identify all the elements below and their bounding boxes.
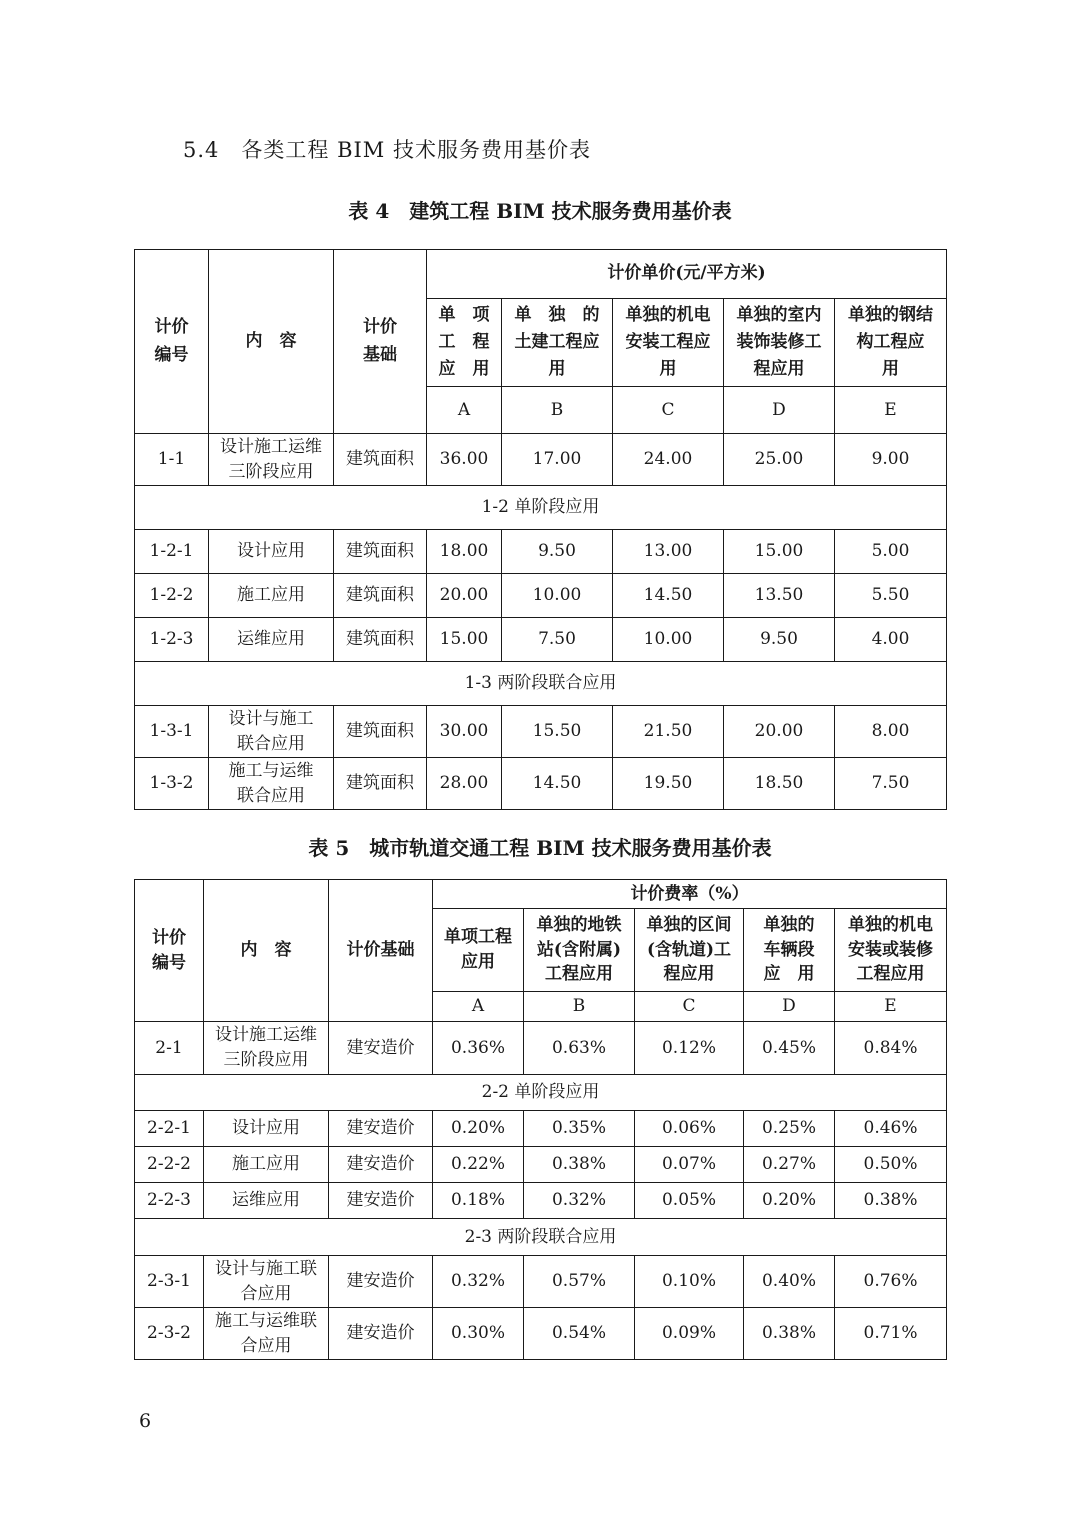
- row-code: 1-3-1: [135, 706, 209, 758]
- section-label: 2-2 单阶段应用: [135, 1075, 947, 1111]
- header-unit-price-group: 计价单价(元/平方米): [427, 250, 947, 299]
- row-content: 施工应用: [204, 1147, 329, 1183]
- value-c: 10.00: [613, 618, 724, 662]
- section-row: [135, 1075, 947, 1111]
- value-d: 0.40%: [744, 1256, 835, 1308]
- row-basis: 建安造价: [329, 1256, 433, 1308]
- row-code: 2-2-3: [135, 1183, 204, 1219]
- value-d: 15.00: [724, 530, 835, 574]
- header-letter-e: E: [835, 387, 947, 434]
- row-code: 2-2-1: [135, 1111, 204, 1147]
- header-col-e: 单独的机电安装或装修工程应用: [835, 909, 947, 992]
- header-letter-c: C: [635, 992, 744, 1022]
- value-d: 0.38%: [744, 1308, 835, 1360]
- table-row: [135, 1022, 947, 1075]
- table-row: [135, 1308, 947, 1360]
- value-e: 4.00: [835, 618, 947, 662]
- header-basis: 计价基础: [329, 880, 433, 1022]
- header-letter-c: C: [613, 387, 724, 434]
- value-a: 0.36%: [433, 1022, 524, 1075]
- header-col-a: 单项工程应用: [433, 909, 524, 992]
- header-letter-e: E: [835, 992, 947, 1022]
- value-c: 14.50: [613, 574, 724, 618]
- section-label: 1-2 单阶段应用: [135, 486, 947, 530]
- value-d: 9.50: [724, 618, 835, 662]
- value-c: 0.10%: [635, 1256, 744, 1308]
- header-letter-d: D: [724, 387, 835, 434]
- header-col-d: 单独的车辆段应 用: [744, 909, 835, 992]
- page-number: 6: [139, 1410, 152, 1432]
- row-basis: 建安造价: [329, 1147, 433, 1183]
- row-content: 设计与施工联合应用: [204, 1256, 329, 1308]
- value-a: 28.00: [427, 758, 502, 810]
- value-b: 0.32%: [524, 1183, 635, 1219]
- row-code: 1-3-2: [135, 758, 209, 810]
- row-basis: 建筑面积: [334, 618, 427, 662]
- value-b: 7.50: [502, 618, 613, 662]
- row-content: 设计应用: [204, 1111, 329, 1147]
- header-col-d: 单独的室内装饰装修工程应用: [724, 299, 835, 387]
- row-content: 设计与施工联合应用: [209, 706, 334, 758]
- table5-caption: 表 5 城市轨道交通工程 BIM 技术服务费用基价表: [308, 836, 772, 860]
- table-row: [135, 618, 947, 662]
- header-content: 内 容: [204, 880, 329, 1022]
- row-basis: 建筑面积: [334, 530, 427, 574]
- value-e: 0.46%: [835, 1111, 947, 1147]
- header-col-c: 单独的机电安装工程应 用: [613, 299, 724, 387]
- value-a: 0.20%: [433, 1111, 524, 1147]
- header-col-c: 单独的区间(含轨道)工程应用: [635, 909, 744, 992]
- header-rate-group: 计价费率（%）: [433, 880, 947, 909]
- row-code: 1-2-2: [135, 574, 209, 618]
- header-letter-a: A: [427, 387, 502, 434]
- value-a: 20.00: [427, 574, 502, 618]
- value-e: 7.50: [835, 758, 947, 810]
- value-c: 24.00: [613, 434, 724, 486]
- value-d: 18.50: [724, 758, 835, 810]
- table-row: [135, 758, 947, 810]
- row-content: 运维应用: [204, 1183, 329, 1219]
- row-content: 设计施工运维三阶段应用: [204, 1022, 329, 1075]
- section-row: [135, 1219, 947, 1256]
- value-e: 0.76%: [835, 1256, 947, 1308]
- table-row: [135, 1256, 947, 1308]
- value-b: 9.50: [502, 530, 613, 574]
- value-b: 0.54%: [524, 1308, 635, 1360]
- row-basis: 建安造价: [329, 1183, 433, 1219]
- value-c: 0.07%: [635, 1147, 744, 1183]
- header-letter-a: A: [433, 992, 524, 1022]
- value-d: 20.00: [724, 706, 835, 758]
- row-content: 施工应用: [209, 574, 334, 618]
- table-row: [135, 434, 947, 486]
- table-row: [135, 574, 947, 618]
- value-d: 0.25%: [744, 1111, 835, 1147]
- table-row: [135, 1111, 947, 1147]
- row-code: 2-1: [135, 1022, 204, 1075]
- section-heading: 5.4 各类工程 BIM 技术服务费用基价表: [183, 138, 591, 162]
- value-c: 0.12%: [635, 1022, 744, 1075]
- row-code: 1-2-1: [135, 530, 209, 574]
- value-b: 0.35%: [524, 1111, 635, 1147]
- value-d: 0.45%: [744, 1022, 835, 1075]
- header-col-b: 单 独 的土建工程应 用: [502, 299, 613, 387]
- value-c: 19.50: [613, 758, 724, 810]
- value-a: 0.32%: [433, 1256, 524, 1308]
- row-basis: 建筑面积: [334, 434, 427, 486]
- row-code: 1-2-3: [135, 618, 209, 662]
- table4-building-bim-fees: [134, 249, 947, 810]
- header-letter-b: B: [524, 992, 635, 1022]
- value-d: 0.20%: [744, 1183, 835, 1219]
- row-basis: 建筑面积: [334, 574, 427, 618]
- value-a: 0.30%: [433, 1308, 524, 1360]
- row-basis: 建安造价: [329, 1111, 433, 1147]
- value-b: 17.00: [502, 434, 613, 486]
- value-c: 13.00: [613, 530, 724, 574]
- value-d: 0.27%: [744, 1147, 835, 1183]
- value-b: 0.57%: [524, 1256, 635, 1308]
- value-a: 0.22%: [433, 1147, 524, 1183]
- section-label: 1-3 两阶段联合应用: [135, 662, 947, 706]
- header-letter-b: B: [502, 387, 613, 434]
- row-code: 2-3-2: [135, 1308, 204, 1360]
- value-e: 8.00: [835, 706, 947, 758]
- row-content: 运维应用: [209, 618, 334, 662]
- table5-metro-bim-fees: [134, 879, 947, 1360]
- section-row: [135, 486, 947, 530]
- value-b: 14.50: [502, 758, 613, 810]
- row-content: 设计应用: [209, 530, 334, 574]
- row-basis: 建筑面积: [334, 706, 427, 758]
- value-e: 5.50: [835, 574, 947, 618]
- value-c: 0.05%: [635, 1183, 744, 1219]
- value-a: 15.00: [427, 618, 502, 662]
- section-label: 2-3 两阶段联合应用: [135, 1219, 947, 1256]
- row-basis: 建筑面积: [334, 758, 427, 810]
- row-code: 2-2-2: [135, 1147, 204, 1183]
- value-c: 0.06%: [635, 1111, 744, 1147]
- value-e: 9.00: [835, 434, 947, 486]
- value-b: 10.00: [502, 574, 613, 618]
- value-e: 0.71%: [835, 1308, 947, 1360]
- value-e: 0.84%: [835, 1022, 947, 1075]
- row-content: 施工与运维联合应用: [204, 1308, 329, 1360]
- table-row: [135, 1183, 947, 1219]
- value-a: 30.00: [427, 706, 502, 758]
- value-a: 18.00: [427, 530, 502, 574]
- value-a: 0.18%: [433, 1183, 524, 1219]
- value-b: 0.38%: [524, 1147, 635, 1183]
- row-basis: 建安造价: [329, 1022, 433, 1075]
- header-basis: 计价基础: [334, 250, 427, 434]
- row-code: 2-3-1: [135, 1256, 204, 1308]
- header-col-e: 单独的钢结构工程应 用: [835, 299, 947, 387]
- value-b: 15.50: [502, 706, 613, 758]
- header-col-b: 单独的地铁站(含附属)工程应用: [524, 909, 635, 992]
- value-d: 25.00: [724, 434, 835, 486]
- header-code: 计价编号: [135, 250, 209, 434]
- table-row: [135, 530, 947, 574]
- value-e: 0.38%: [835, 1183, 947, 1219]
- row-basis: 建安造价: [329, 1308, 433, 1360]
- row-content: 施工与运维联合应用: [209, 758, 334, 810]
- row-content: 设计施工运维三阶段应用: [209, 434, 334, 486]
- header-code: 计价编号: [135, 880, 204, 1022]
- header-content: 内 容: [209, 250, 334, 434]
- value-c: 0.09%: [635, 1308, 744, 1360]
- value-a: 36.00: [427, 434, 502, 486]
- header-letter-d: D: [744, 992, 835, 1022]
- row-code: 1-1: [135, 434, 209, 486]
- value-b: 0.63%: [524, 1022, 635, 1075]
- value-e: 5.00: [835, 530, 947, 574]
- header-col-a: 单 项工 程应 用: [427, 299, 502, 387]
- section-row: [135, 662, 947, 706]
- value-d: 13.50: [724, 574, 835, 618]
- table-row: [135, 1147, 947, 1183]
- table-row: [135, 706, 947, 758]
- value-c: 21.50: [613, 706, 724, 758]
- value-e: 0.50%: [835, 1147, 947, 1183]
- table4-caption: 表 4 建筑工程 BIM 技术服务费用基价表: [348, 199, 732, 223]
